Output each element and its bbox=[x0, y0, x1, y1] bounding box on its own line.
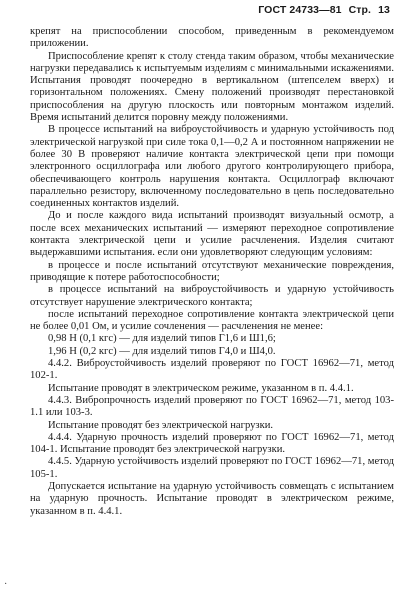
paragraph: Приспособление крепят к столу стенда таким образом, чтобы механические нагрузки передавались к испытуемым изделиям с минимальными искажениями. Испытания проводят поочередно в вертикальном (штепселем вверх) и горизонтальном положениях. Смену положений производят перестановкой приспособления на другую плоскость или повторным монтажом изделий. Время испытаний делится поровну между положениями. bbox=[30, 50, 394, 124]
condition-item: в процессе и после испытаний отсутствуют механические повреждения, приводящие к потере работоспособности; bbox=[30, 259, 394, 283]
margin-mark: · bbox=[4, 579, 8, 590]
force-value-line: 1,96 Н (0,2 кгс) — для изделий типов Г4,0 и Ш4,0. bbox=[48, 345, 276, 357]
force-value-line: 0,98 Н (0,1 кгс) — для изделий типов Г1,6 и Ш1,6; bbox=[48, 333, 276, 345]
standard-number: ГОСТ 24733—81 bbox=[258, 4, 342, 16]
paragraph: Испытание проводят без электрической нагрузки. bbox=[48, 419, 274, 431]
paragraph: В процессе испытаний на виброустойчивость и ударную устойчивость под электрической нагрузкой при силе тока 0,1—0,2 А и постоянном напряжении не более 30 В проверяют наличие контакта электрической цепи при помощи электронного осциллографа или любого другого контролирующего прибора, обеспечивающего контроль нарушения контакта. Осциллограф включают параллельно резистору, включенному последовательно в цепь последовательно соединенных контактов изделий. bbox=[30, 124, 394, 210]
clause: 4.4.5. Ударную устойчивость изделий проверяют по ГОСТ 16962—71, метод 105-1. bbox=[30, 456, 395, 480]
condition-item: в процессе испытаний на виброустойчивость и ударную устойчивость отсутствует нарушение электрического контакта; bbox=[30, 284, 394, 308]
paragraph: Допускается испытание на ударную устойчивость совмещать с испытанием на ударную прочность. Испытание проводят в электрическом режиме, указанном в п. 4.4.1. bbox=[30, 480, 394, 517]
page-header bbox=[254, 4, 390, 16]
page-label: Стр. bbox=[348, 4, 372, 16]
condition-item: после испытаний переходное сопротивление контакта электрической цепи не более 0,01 Ом, и усилие сочленения — расчленения не менее: bbox=[30, 308, 394, 333]
page-number: 13 bbox=[378, 4, 390, 16]
paragraph: До и после каждого вида испытаний производят визуальный осмотр, а после всех механических испытаний — измеряют переходное сопротивление контакта электрической цепи и усилие расчленения. Изделия считают выдержавшими испытания. если они удовлетворяют следующим условиям: bbox=[30, 210, 394, 259]
paragraph: крепят на приспособлении способом, приведенным в рекомендуемом приложении. bbox=[30, 26, 394, 50]
clause: 4.4.2. Виброустойчивость изделий проверяют по ГОСТ 16962—71, метод 102-1. bbox=[30, 358, 394, 382]
document-body bbox=[30, 26, 394, 518]
clause: 4.4.3. Вибропрочность изделий проверяют по ГОСТ 16962—71, метод 103-1.1 или 103-3. bbox=[30, 394, 394, 419]
paragraph: Испытание проводят в электрическом режиме, указанном в п. 4.4.1. bbox=[48, 382, 354, 394]
clause: 4.4.4. Ударную прочность изделий проверяют по ГОСТ 16962—71, метод 104-1. Испытание проводят без электрической нагрузки. bbox=[30, 431, 394, 456]
